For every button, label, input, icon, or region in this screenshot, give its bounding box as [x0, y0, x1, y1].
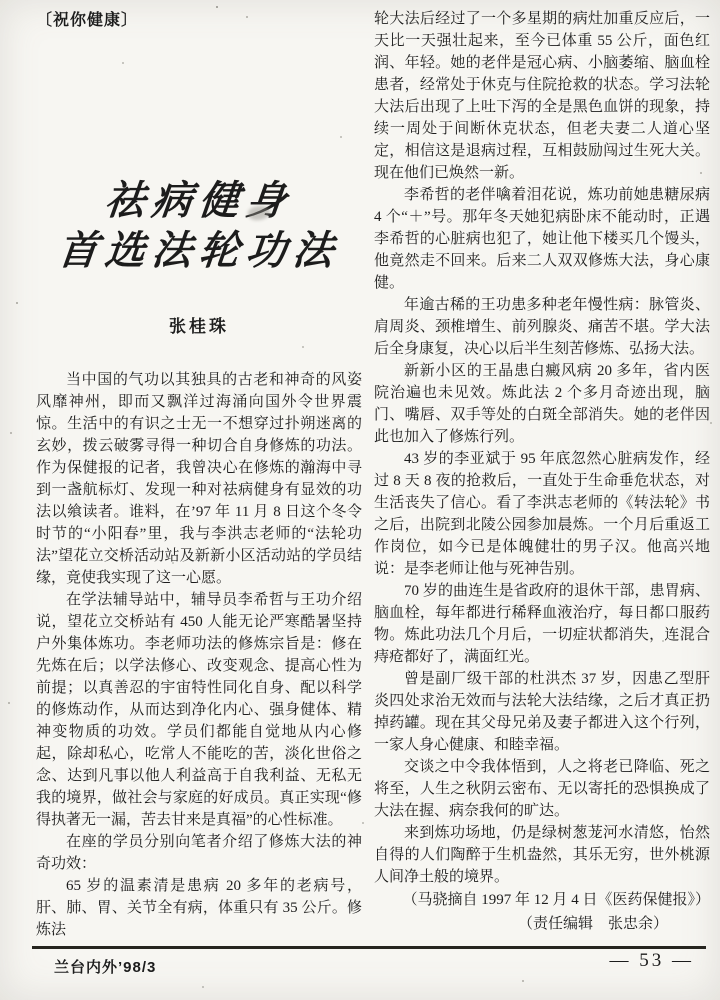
paragraph: 65 岁的温素清是患病 20 多年的老病号，肝、肺、胃、关节全有病，体重只有 35 公斤。修炼法	[36, 878, 362, 938]
page-number: — 53 —	[609, 950, 694, 971]
title-line-2: 首选法轮功法	[55, 228, 343, 273]
paragraph: 在座的学员分别向笔者介绍了修炼大法的神奇功效：	[36, 834, 362, 872]
paragraph: 43 岁的李亚斌于 95 年底忽然心脏病发作，经过 8 天 8 夜的抢救后，一直处于生命垂危状态，对生活丧失了信心。看了李洪志老师的《转法轮》书之后，出院到北陵公园参加晨炼。一个月后重返工作岗位，如今已是体魄健壮的男子汉。他高兴地说：是李老师让他与死神告别。	[374, 451, 710, 577]
title-line-1: 祛病健身	[102, 178, 296, 223]
citation-editor: （责任编辑 张忠余）	[517, 916, 668, 932]
left-column	[36, 10, 362, 938]
right-column	[374, 8, 710, 940]
paragraph: 来到炼功场地，仍是绿树葱茏河水清悠，怡然自得的人们陶醉于生机盎然，其乐无穷，世外桃源人间净土般的境界。	[374, 825, 710, 885]
paragraph: 轮大法后经过了一个多星期的病灶加重反应后，一天比一天强壮起来，至今已体重 55 公斤，面色红润、年轻。她的老伴是冠心病、小脑萎缩、脑血栓患者，经常处于休克与住院抢救的状态。学习法轮大法后出现了上吐下泻的全是黑色血饼的现象，持续一周处于间断休克状态，但老夫妻二人道心坚定，相信这是退病过程，互相鼓励闯过生死大关。现在他们已焕然一新。	[374, 11, 710, 181]
scan-noise-speckles	[0, 0, 2, 2]
paragraph: 交谈之中令我体悟到，人之将老已降临、死之将至，人生之秋阴云密布、无以寄托的恐惧换成了大法在握、病奈我何的旷达。	[374, 759, 710, 819]
paragraph: 70 岁的曲连生是省政府的退休干部，患胃病、脑血栓，每年都进行稀释血液治疗，每日都口服药物。炼此功法几个月后，一切症状都消失，连混合痔疮都好了，满面红光。	[374, 583, 710, 665]
section-tag: 〔祝你健康〕	[36, 12, 139, 29]
paragraph: 曾是副厂级干部的杜洪杰 37 岁，因患乙型肝炎四处求治无效而与法轮大法结缘，之后才真正扔掉药罐。现在其父母兄弟及妻子都进入这个行列，一家人身心健康、和睦幸福。	[374, 671, 710, 753]
left-column-text	[36, 369, 362, 938]
citation-source: （马骁摘自 1997 年 12 月 4 日《医药保健报》）	[402, 892, 710, 908]
paragraph: 新新小区的王晶患白癜风病 20 多年，省内医院治遍也未见效。炼此法 2 个多月奇迹出现，脑门、嘴唇、双手等处的白斑全部消失。她的老伴因此也加入了修炼行列。	[374, 363, 710, 445]
footer-rule	[32, 946, 706, 949]
journal-issue-label: 兰台内外’98/3	[54, 959, 157, 976]
paragraph: 年逾古稀的王功患多种老年慢性病：脉管炎、肩周炎、颈椎增生、前列腺炎、痛苦不堪。学大法后全身康复，决心以后半生刻苦修炼、弘扬大法。	[374, 297, 710, 357]
paragraph: 当中国的气功以其独具的古老和神奇的风姿风靡神州，即而又飘洋过海涌向国外令世界震惊。生活中的有识之士无一不想穿过扑朔迷离的玄妙，拨云破雾寻得一种切合自身修炼的功法。作为保健报的记者，我曾决心在修炼的瀚海中寻到一盏航标灯、发现一种对祛病健身有显效的功法以飨读者。谁料，在’97 年 11 月 8 日这个冬令时节的“小阳春”里，我与李洪志老师的“法轮功法”望花立交桥活动站及新新小区活动站的学员结缘，竟使我实现了这一心愿。	[36, 372, 362, 586]
paragraph: 李希哲的老伴噙着泪花说，炼功前她患糖尿病 4 个“＋”号。那年冬天她犯病卧床不能动时，正遇李希哲的心脏病也犯了，她让他下楼买几个馒头，他竟然走不回来。后来二人双双修炼大法，身心康健。	[374, 187, 710, 291]
article-title	[36, 176, 362, 276]
author-name: 张桂珠	[169, 317, 229, 336]
paragraph: 在学法辅导站中，辅导员李希哲与王功介绍说，望花立交桥站有 450 人能无论严寒酷暑坚持户外集体炼功。李老师功法的修炼宗旨是：修在先炼在后；以学法修心、改变观念、提高心性为前提；以真善忍的宇宙特性同化自身、配以科学的修炼动作，从而达到净化内心、强身健体、精神变物质的功效。学员们都能自觉地从内心修起，除却私心，吃常人不能吃的苦，淡化世俗之念、达到凡事以他人利益高于自我利益、无私无我的境界，做社会与家庭的好成员。真正实现“修得执著无一漏，苦去甘来是真福”的心性标准。	[36, 592, 362, 828]
